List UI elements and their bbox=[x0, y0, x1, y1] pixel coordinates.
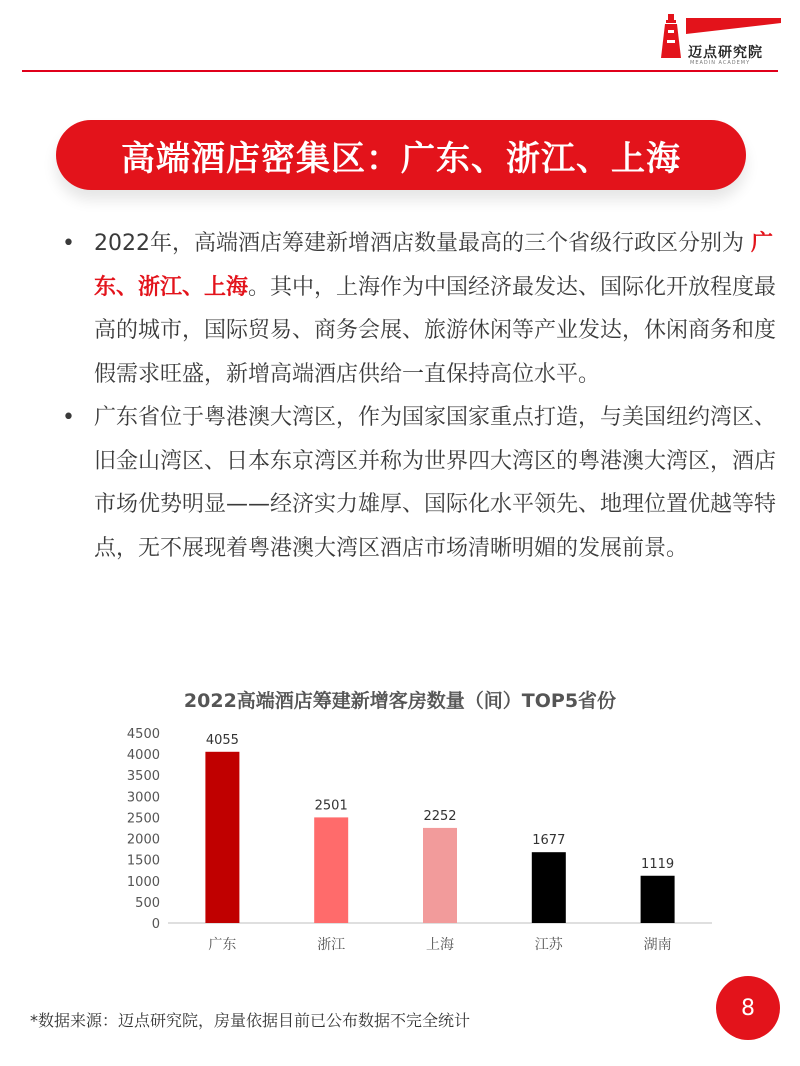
page-number: 8 bbox=[716, 976, 780, 1040]
y-tick-label: 3000 bbox=[126, 790, 160, 806]
logo-name: 迈点研究院 bbox=[688, 45, 763, 61]
header-divider bbox=[22, 70, 778, 72]
y-tick-label: 3500 bbox=[126, 769, 160, 785]
data-label: 2252 bbox=[423, 808, 457, 824]
bullet-dot: • bbox=[62, 231, 75, 256]
data-label: 1677 bbox=[532, 833, 566, 849]
data-label: 4055 bbox=[205, 732, 239, 748]
bullet-highlight: 广东、浙江、上海 bbox=[94, 231, 773, 300]
y-tick-label: 4500 bbox=[126, 727, 160, 742]
bullet-item bbox=[56, 396, 786, 570]
y-tick-label: 2000 bbox=[126, 832, 160, 848]
x-tick-label: 上海 bbox=[426, 937, 454, 953]
source-note: *数据来源：迈点研究院，房量依据目前已公布数据不完全统计 bbox=[30, 1011, 471, 1030]
y-tick-label: 1500 bbox=[126, 853, 160, 869]
data-label: 2501 bbox=[314, 798, 348, 814]
bullet-item bbox=[56, 222, 786, 396]
title-banner bbox=[56, 120, 746, 190]
bullet-dot: • bbox=[62, 405, 75, 430]
bar bbox=[532, 852, 566, 923]
logo bbox=[656, 12, 781, 66]
x-tick-label: 浙江 bbox=[317, 937, 346, 953]
data-label: 1119 bbox=[641, 856, 675, 872]
y-tick-label: 1000 bbox=[126, 874, 160, 890]
logo-subtitle: MEADIN ACADEMY bbox=[690, 60, 751, 66]
y-tick-label: 500 bbox=[135, 895, 160, 911]
bar bbox=[641, 876, 675, 923]
bar bbox=[314, 817, 348, 923]
bullet-text: 广东省位于粤港澳大湾区，作为国家国家重点打造，与美国纽约湾区、旧金山湾区、日本东京湾区并称为世界四大湾区的粤港澳大湾区，酒店市场优势明显——经济实力雄厚、国际化水平领先、地理位置优越等特点，无不展现着粤港澳大湾区酒店市场清晰明媚的发展前景。 bbox=[94, 405, 777, 561]
y-tick-label: 2500 bbox=[126, 811, 160, 827]
chart-title: 2022高端酒店筹建新增客房数量（间）TOP5省份 bbox=[183, 690, 617, 712]
page-title: 高端酒店密集区：广东、浙江、上海 bbox=[121, 138, 681, 179]
y-tick-label: 4000 bbox=[126, 748, 160, 764]
bullet-text: 。其中，上海作为中国经济最发达、国际化开放程度最高的城市，国际贸易、商务会展、旅游休闲等产业发达，休闲商务和度假需求旺盛，新增高端酒店供给一直保持高位水平。 bbox=[94, 274, 777, 387]
bullet-text: 2022年，高端酒店筹建新增酒店数量最高的三个省级行政区分别为 bbox=[94, 231, 751, 256]
bar-chart bbox=[0, 715, 800, 965]
x-tick-label: 江苏 bbox=[534, 937, 563, 953]
bar bbox=[205, 752, 239, 923]
bullet-list bbox=[56, 222, 786, 570]
x-tick-label: 湖南 bbox=[643, 937, 672, 953]
bar bbox=[423, 828, 457, 923]
y-tick-label: 0 bbox=[151, 917, 160, 932]
x-tick-label: 广东 bbox=[208, 937, 237, 953]
